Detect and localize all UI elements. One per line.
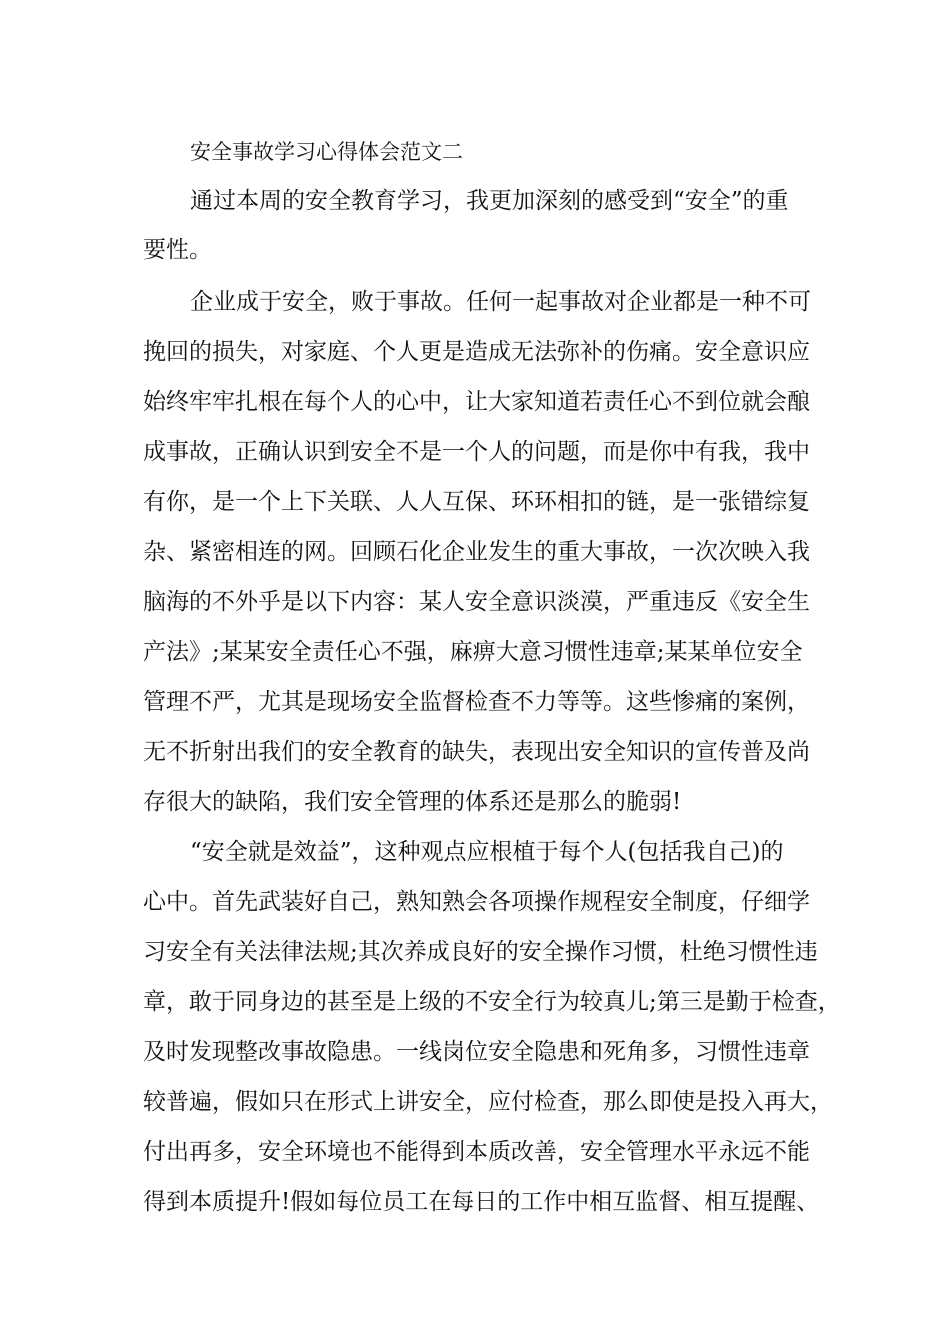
paragraph-3-line-7: 付出再多，安全环境也不能得到本质改善，安全管理水平永远不能 <box>143 1139 810 1165</box>
paragraph-2-line-3: 始终牢牢扎根在每个人的心中，让大家知道若责任心不到位就会酿 <box>143 389 810 415</box>
paragraph-2-line-6: 杂、紧密相连的网。回顾石化企业发生的重大事故，一次次映入我 <box>143 539 810 565</box>
paragraph-3-line-5: 及时发现整改事故隐患。一线岗位安全隐患和死角多，习惯性违章 <box>143 1039 810 1065</box>
paragraph-2-line-1: 企业成于安全，败于事故。任何一起事故对企业都是一种不可 <box>190 289 811 315</box>
paragraph-2-line-4: 成事故，正确认识到安全不是一个人的问题，而是你中有我，我中 <box>143 439 810 465</box>
paragraph-2-line-9: 管理不严，尤其是现场安全监督检查不力等等。这些惨痛的案例， <box>143 689 810 715</box>
paragraph-3-line-8: 得到本质提升!假如每位员工在每日的工作中相互监督、相互提醒、 <box>143 1189 820 1215</box>
paragraph-2-line-10: 无不折射出我们的安全教育的缺失，表现出安全知识的宣传普及尚 <box>143 739 810 765</box>
paragraph-1-line-2: 要性。 <box>143 237 212 263</box>
paragraph-2-line-11: 存很大的缺陷，我们安全管理的体系还是那么的脆弱! <box>143 789 682 815</box>
paragraph-3-line-3: 习安全有关法律法规;其次养成良好的安全操作习惯，杜绝习惯性违 <box>143 939 818 965</box>
paragraph-3-line-1: “安全就是效益”，这种观点应根植于每个人(包括我自己)的 <box>190 839 784 865</box>
paragraph-2-line-5: 有你，是一个上下关联、人人互保、环环相扣的链，是一张错综复 <box>143 489 810 515</box>
paragraph-3-line-6: 较普遍，假如只在形式上讲安全，应付检查，那么即使是投入再大， <box>143 1089 833 1115</box>
paragraph-3-line-4: 章，敢于同身边的甚至是上级的不安全行为较真儿;第三是勤于检查， <box>143 989 841 1015</box>
paragraph-2-line-2: 挽回的损失，对家庭、个人更是造成无法弥补的伤痛。安全意识应 <box>143 339 810 365</box>
paragraph-3-line-2: 心中。首先武装好自己，熟知熟会各项操作规程安全制度，仔细学 <box>143 889 810 915</box>
paragraph-2-line-7: 脑海的不外乎是以下内容：某人安全意识淡漠，严重违反《安全生 <box>143 589 810 615</box>
paragraph-2-line-8: 产法》;某某安全责任心不强，麻痹大意习惯性违章;某某单位安全 <box>143 639 803 665</box>
paragraph-1-line-1: 通过本周的安全教育学习，我更加深刻的感受到“安全”的重 <box>190 188 789 214</box>
document-title: 安全事故学习心得体会范文二 <box>190 140 463 164</box>
